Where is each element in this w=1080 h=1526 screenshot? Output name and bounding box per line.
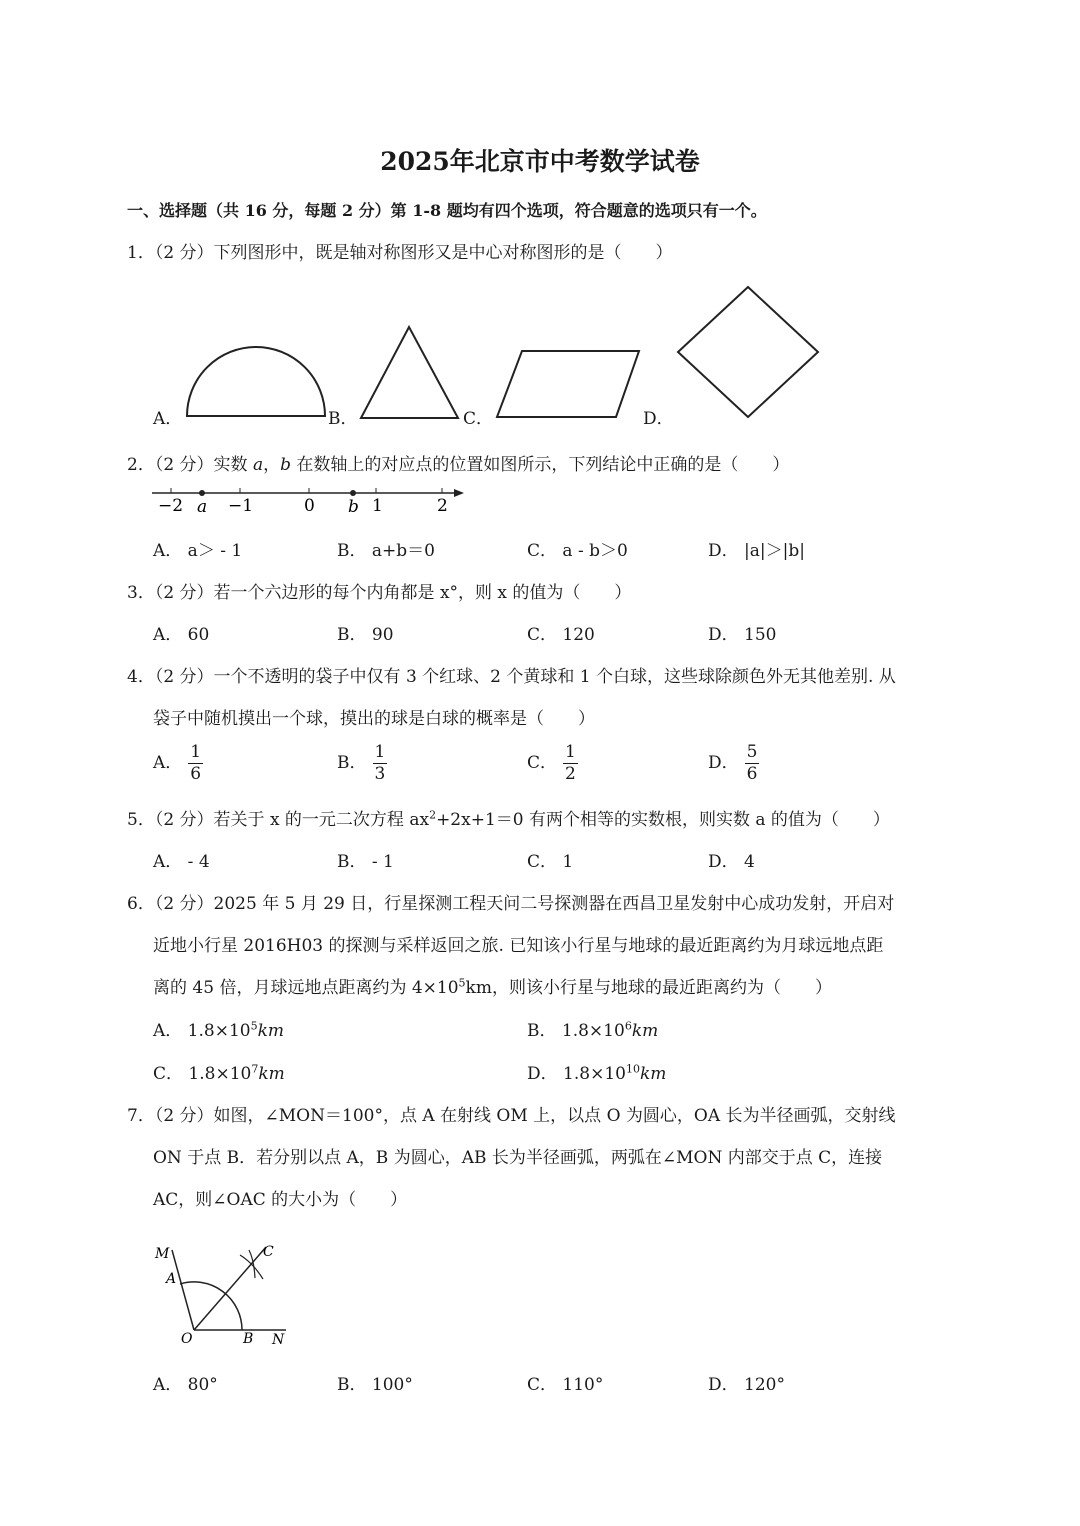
number-line — [0, 480, 1080, 520]
question-6-option-d: D． $1.8\times 10^{10}km$ — [527, 1062, 667, 1084]
label-m: M — [155, 1246, 170, 1262]
question-7-line-3: AC，则∠OAC 的大小为（ ） — [153, 1190, 408, 1210]
question-3-option-c: C． 120 — [527, 625, 595, 645]
question-3-option-a: A． 60 — [153, 625, 210, 645]
question-6-line-3: 离的 45 倍，月球远地点距离约为 $4\times 10^5km$，则该小行星与地球的最近距离约为（ ） — [153, 976, 832, 998]
question-4-option-a: A． $\frac{1}{6}$ — [153, 742, 202, 784]
tick-label-minus-2: −2 — [158, 496, 184, 516]
question-6-line-2: 近地小行星 2016H03 的探测与采样返回之旅. 已知该小行星与地球的最近距离约为月球远地点距 — [153, 936, 884, 956]
question-4-line-2: 袋子中随机摸出一个球，摸出的球是白球的概率是（ ） — [153, 709, 595, 729]
point-b — [350, 490, 356, 496]
section-heading: 一、选择题（共 16 分，每题 2 分）第 1-8 题均有四个选项，符合题意的选项只有一个。 — [127, 201, 767, 220]
question-4-option-b: B． $\frac{1}{3}$ — [337, 742, 386, 784]
question-1-label-c: C． — [463, 409, 494, 429]
question-2-option-d: D． |a|＞|b| — [708, 541, 805, 561]
label-o: O — [181, 1331, 193, 1347]
page-title: 2025年北京市中考数学试卷 — [380, 147, 700, 176]
triangle-shape — [361, 327, 458, 418]
question-6-line-1: 6．（2 分）2025 年 5 月 29 日，行星探测工程天问二号探测器在西昌卫星发射中心成功发射，开启对 — [127, 894, 895, 914]
tick-label-0: 0 — [304, 496, 315, 516]
question-5-option-c: C． 1 — [527, 852, 574, 872]
arc-ab — [180, 1282, 242, 1330]
tick-label-2: 2 — [437, 496, 448, 516]
arc-c1 — [240, 1255, 263, 1279]
question-7-figure — [0, 1220, 1080, 1350]
square-shape — [678, 287, 818, 417]
semicircle-shape — [187, 347, 325, 416]
question-4-line-1: 4．（2 分）一个不透明的袋子中仅有 3 个红球、2 个黄球和 1 个白球，这些球除颜色外无其他差别. 从 — [127, 667, 896, 687]
question-2-option-c: C． a - b＞0 — [527, 541, 628, 561]
question-5-option-a: A． - 4 — [153, 852, 210, 872]
tick-label-1: 1 — [372, 496, 383, 516]
label-c: C — [263, 1244, 274, 1260]
question-5-option-b: B． - 1 — [337, 852, 394, 872]
question-7-option-a: A． 80° — [153, 1375, 218, 1395]
ray-om — [172, 1250, 194, 1330]
point-a — [199, 490, 205, 496]
point-a-label: a — [197, 497, 208, 517]
question-7-option-d: D． 120° — [708, 1375, 785, 1395]
label-a: A — [166, 1271, 177, 1287]
question-1-label-b: B． — [328, 409, 358, 429]
question-4-option-d: D． $\frac{5}{6}$ — [708, 742, 758, 784]
question-3-option-b: B． 90 — [337, 625, 394, 645]
question-6-option-c: C． $1.8\times 10^7km$ — [153, 1062, 285, 1084]
question-1-label-a: A． — [153, 409, 183, 429]
question-4-option-c: C． $\frac{1}{2}$ — [527, 742, 576, 784]
question-3-stem: 3．（2 分）若一个六边形的每个内角都是 x°，则 x 的值为（ ） — [127, 583, 632, 603]
question-7-line-2: ON 于点 B．若分别以点 A，B 为圆心，AB 长为半径画弧，两弧在∠MON 内部交于点 C，连接 — [153, 1148, 883, 1168]
arrow-right-icon — [454, 489, 464, 497]
tick-label-minus-1: −1 — [228, 496, 254, 516]
question-5-option-d: D． 4 — [708, 852, 755, 872]
question-2-option-a: A． a＞ - 1 — [153, 541, 243, 561]
parallelogram-shape — [497, 351, 639, 417]
question-5-stem: 5．（2 分）若关于 x 的一元二次方程 $ax^2+2x+1=0$ 有两个相等的实数根，则实数 a 的值为（ ） — [127, 808, 890, 830]
question-2-stem: 2．（2 分）实数 a，b 在数轴上的对应点的位置如图所示，下列结论中正确的是（ ） — [127, 455, 790, 475]
question-6-option-a: A． $1.8\times 10^5km$ — [153, 1019, 285, 1041]
question-2-option-b: B． a+b＝0 — [337, 541, 435, 561]
question-1-stem: 1．（2 分）下列图形中，既是轴对称图形又是中心对称图形的是（ ） — [127, 243, 673, 263]
question-7-option-b: B． 100° — [337, 1375, 413, 1395]
question-1-label-d: D． — [643, 409, 674, 429]
question-7-line-1: 7．（2 分）如图，∠MON＝100°，点 A 在射线 OM 上，以点 O 为圆心，OA 长为半径画弧，交射线 — [127, 1106, 896, 1126]
point-b-label: b — [348, 497, 359, 517]
question-7-option-c: C． 110° — [527, 1375, 604, 1395]
ray-oc — [194, 1247, 266, 1330]
question-6-option-b: B． $1.8\times 10^6km$ — [527, 1019, 659, 1041]
label-b: B — [243, 1331, 254, 1347]
question-3-option-d: D． 150 — [708, 625, 777, 645]
label-n: N — [272, 1332, 285, 1348]
